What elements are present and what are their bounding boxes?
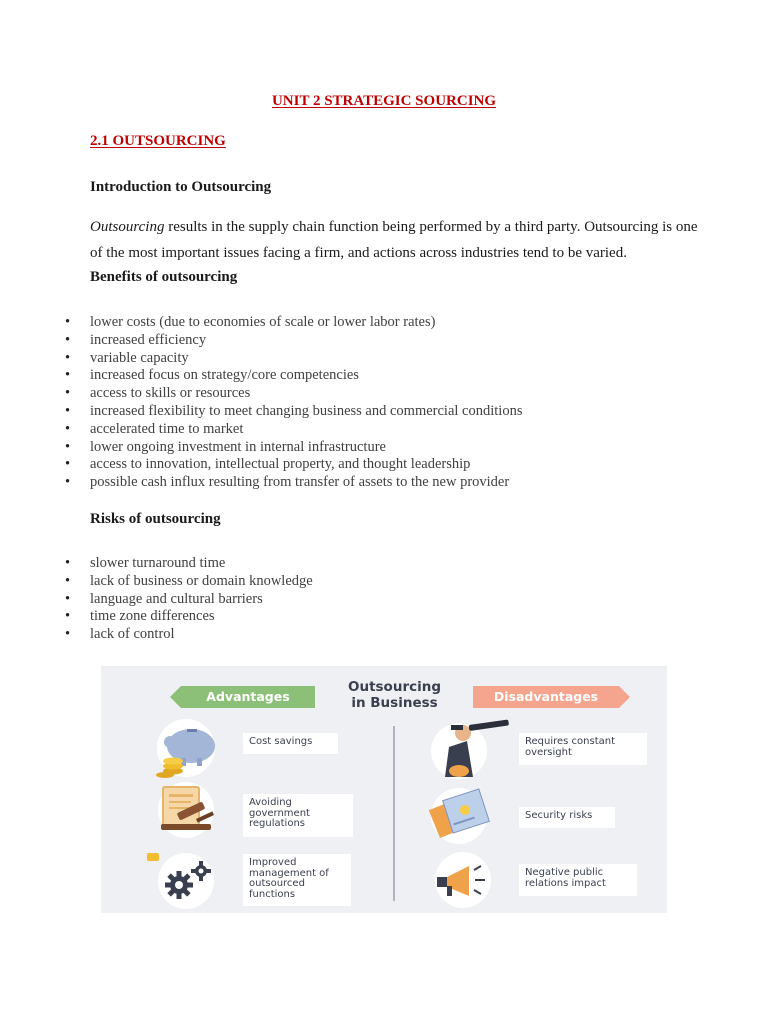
list-item-text: slower turnaround time xyxy=(90,555,226,571)
advantage-label-management: Improved management of outsourced functions xyxy=(243,854,351,906)
list-item-text: lack of control xyxy=(90,626,175,643)
disadvantages-banner: Disadvantages xyxy=(473,686,619,708)
section-title: 2.1 OUTSOURCING xyxy=(90,133,226,149)
unit-title xyxy=(0,93,768,110)
security-documents-icon xyxy=(407,784,511,846)
list-item xyxy=(0,332,522,350)
telescope-person-icon xyxy=(419,719,515,781)
list-item xyxy=(0,385,522,403)
infographic-title-line2: in Business xyxy=(351,695,438,711)
bullet: • xyxy=(65,349,71,366)
list-item xyxy=(0,421,522,439)
benefits-list xyxy=(0,314,522,492)
intro-paragraph xyxy=(90,214,700,266)
list-item xyxy=(0,456,522,474)
risks-list xyxy=(0,555,313,644)
list-item-text: accelerated time to market xyxy=(90,420,244,437)
bullet: • xyxy=(65,608,71,625)
list-item-text: lack of business or domain knowledge xyxy=(90,572,313,589)
list-item xyxy=(0,314,522,332)
list-item-text: lower costs (due to economies of scale or lower labor rates) xyxy=(90,314,436,330)
list-item-text: time zone differences xyxy=(90,608,215,625)
list-item xyxy=(0,350,522,368)
list-item-text: possible cash influx resulting from transfer of assets to the new provider xyxy=(90,474,510,491)
list-item xyxy=(0,367,522,385)
disadvantage-label-oversight: Requires constant oversight xyxy=(519,733,647,765)
advantages-banner: Advantages xyxy=(181,686,315,708)
center-divider xyxy=(393,726,395,901)
infographic-title-line1: Outsourcing xyxy=(347,679,442,695)
list-item xyxy=(0,555,313,573)
list-item xyxy=(0,591,313,609)
bullet: • xyxy=(65,572,71,589)
list-item-text: language and cultural barriers xyxy=(90,590,263,607)
list-item-text: increased focus on strategy/core competencies xyxy=(90,367,359,384)
list-item xyxy=(0,403,522,421)
list-item-text: increased efficiency xyxy=(90,331,207,348)
infographic-title xyxy=(316,679,473,711)
list-item-text: lower ongoing investment in internal infrastructure xyxy=(90,438,386,455)
intro-text: results in the supply chain function being performed by a third party. Outsourcing is one of the most important issues facing a firm, and actions across industries tend to be varied. xyxy=(90,219,698,261)
bullet: • xyxy=(65,456,71,473)
bullet: • xyxy=(65,331,71,348)
advantage-label-cost-savings: Cost savings xyxy=(243,733,338,754)
disadvantage-label-security: Security risks xyxy=(519,807,615,828)
bullet: • xyxy=(65,367,71,384)
list-item-text: increased flexibility to meet changing business and commercial conditions xyxy=(90,402,523,419)
list-item xyxy=(0,474,522,492)
advantage-label-regulations: Avoiding government regulations xyxy=(243,794,353,837)
list-item xyxy=(0,439,522,457)
gears-icon xyxy=(141,849,231,913)
bullet: • xyxy=(65,314,71,330)
megaphone-icon xyxy=(419,848,515,912)
list-item xyxy=(0,626,313,644)
outsourcing-infographic xyxy=(101,666,667,913)
disadvantage-label-public-relations: Negative public relations impact xyxy=(519,864,637,896)
intro-heading: Introduction to Outsourcing xyxy=(90,179,272,195)
gavel-regulation-icon xyxy=(141,779,231,841)
bullet: • xyxy=(65,555,71,571)
bullet: • xyxy=(65,420,71,437)
list-item-text: access to skills or resources xyxy=(90,385,251,402)
bullet: • xyxy=(65,474,71,491)
bullet: • xyxy=(65,590,71,607)
benefits-heading: Benefits of outsourcing xyxy=(90,269,238,285)
list-item xyxy=(0,573,313,591)
bullet: • xyxy=(65,402,71,419)
unit-title-text: UNIT 2 STRATEGIC SOURCING xyxy=(271,93,497,109)
list-item xyxy=(0,608,313,626)
bullet: • xyxy=(65,626,71,643)
bullet: • xyxy=(65,438,71,455)
intro-emphasis: Outsourcing xyxy=(90,219,165,235)
piggy-bank-icon xyxy=(141,718,231,780)
bullet: • xyxy=(65,385,71,402)
list-item-text: access to innovation, intellectual property, and thought leadership xyxy=(90,456,471,473)
risks-heading: Risks of outsourcing xyxy=(90,511,221,527)
list-item-text: variable capacity xyxy=(90,349,189,366)
